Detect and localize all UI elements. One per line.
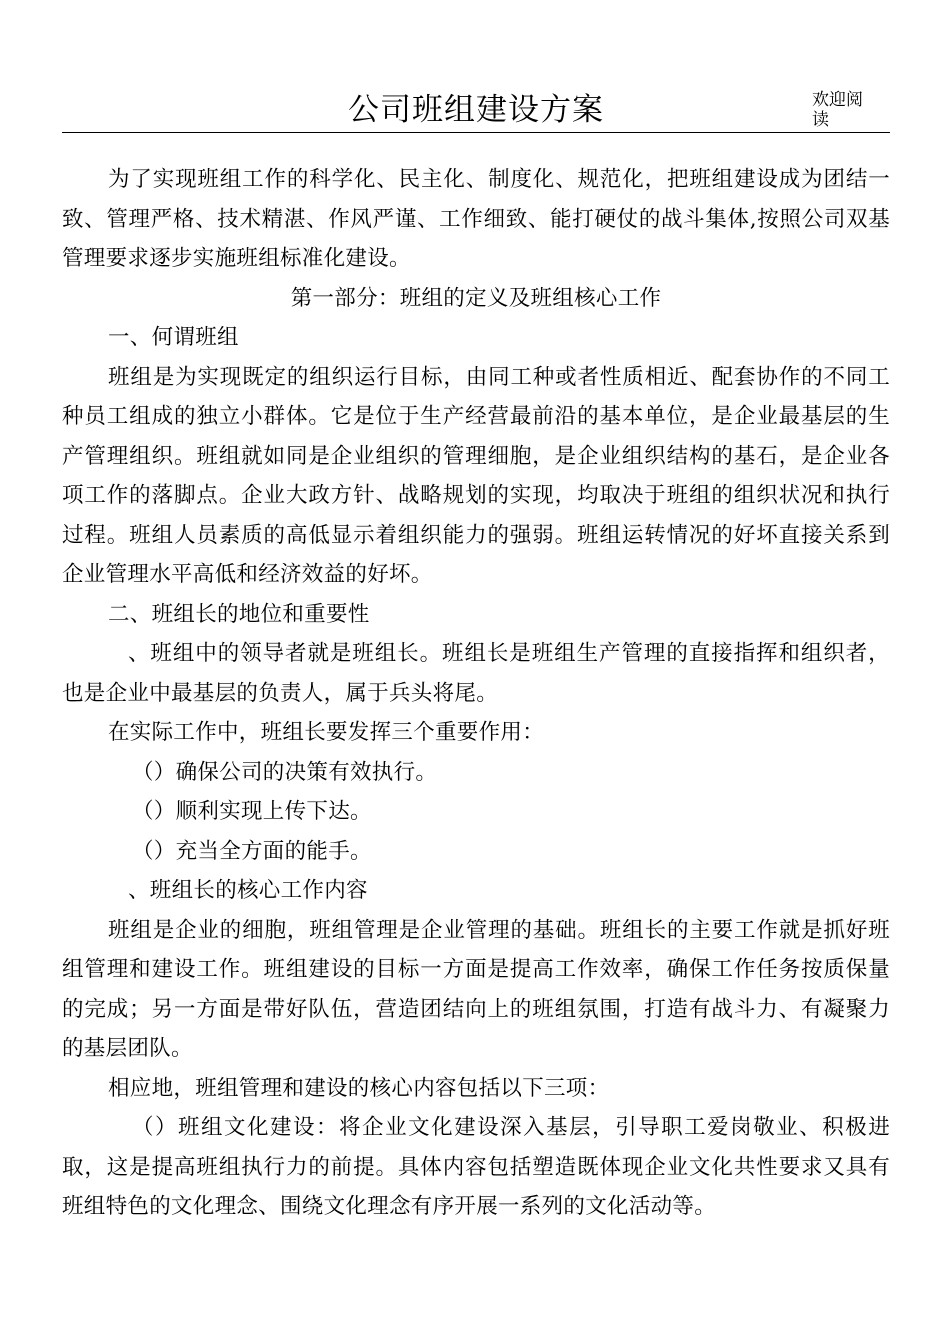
section-two-heading: 二、班组长的地位和重要性 [108, 601, 370, 627]
welcome-note: 欢迎阅读 [812, 90, 863, 130]
role-item: （）顺利实现上传下达。 [132, 799, 372, 824]
document-header [62, 86, 890, 133]
core-items-intro: 相应地，班组管理和建设的核心内容包括以下三项： [108, 1075, 610, 1101]
section-three-heading: 、班组长的核心工作内容 [128, 878, 368, 903]
core-item: （）班组文化建设：将企业文化建设深入基层，引导职工爱岗敬业、积极进取，这是提高班组执行力的前提。具体内容包括塑造既体现企业文化共性要求又具有班组特色的文化理念、围绕文化理念有序开展一系列的文化活动等。 [62, 1115, 890, 1219]
section-one-heading: 一、何谓班组 [108, 325, 239, 350]
section-three-paragraph: 班组是企业的细胞，班组管理是企业管理的基础。班组长的主要工作就是抓好班组管理和建设工作。班组建设的目标一方面是提高工作效率，确保工作任务按质保量的完成；另一方面是带好队伍，营造团结向上的班组氛围，打造有战斗力、有凝聚力的基层团队。 [62, 917, 890, 1061]
part-one-title: 第一部分：班组的定义及班组核心工作 [290, 285, 662, 311]
role-item: （）充当全方面的能手。 [132, 838, 372, 864]
document-title: 公司班组建设方案 [348, 92, 604, 128]
roles-intro: 在实际工作中，班组长要发挥三个重要作用： [108, 720, 545, 745]
role-item: （）确保公司的决策有效执行。 [132, 759, 438, 785]
section-two-paragraph: 、班组中的领导者就是班组长。班组长是班组生产管理的直接指挥和组织者，也是企业中最基层的负责人，属于兵头将尾。 [62, 641, 890, 706]
intro-paragraph: 为了实现班组工作的科学化、民主化、制度化、规范化，把班组建设成为团结一致、管理严格、技术精湛、作风严谨、工作细致、能打硬仗的战斗集体,按照公司双基管理要求逐步实施班组标准化建设。 [62, 167, 890, 271]
section-one-paragraph: 班组是为实现既定的组织运行目标，由同工种或者性质相近、配套协作的不同工种员工组成的独立小群体。它是位于生产经营最前沿的基本单位，是企业最基层的生产管理组织。班组就如同是企业组织的管理细胞，是企业组织结构的基石，是企业各项工作的落脚点。企业大政方针、战略规划的实现，均取决于班组的组织状况和执行过程。班组人员素质的高低显示着组织能力的强弱。班组运转情况的好坏直接关系到企业管理水平高低和经济效益的好坏。 [62, 364, 890, 587]
document-body [62, 160, 890, 1227]
